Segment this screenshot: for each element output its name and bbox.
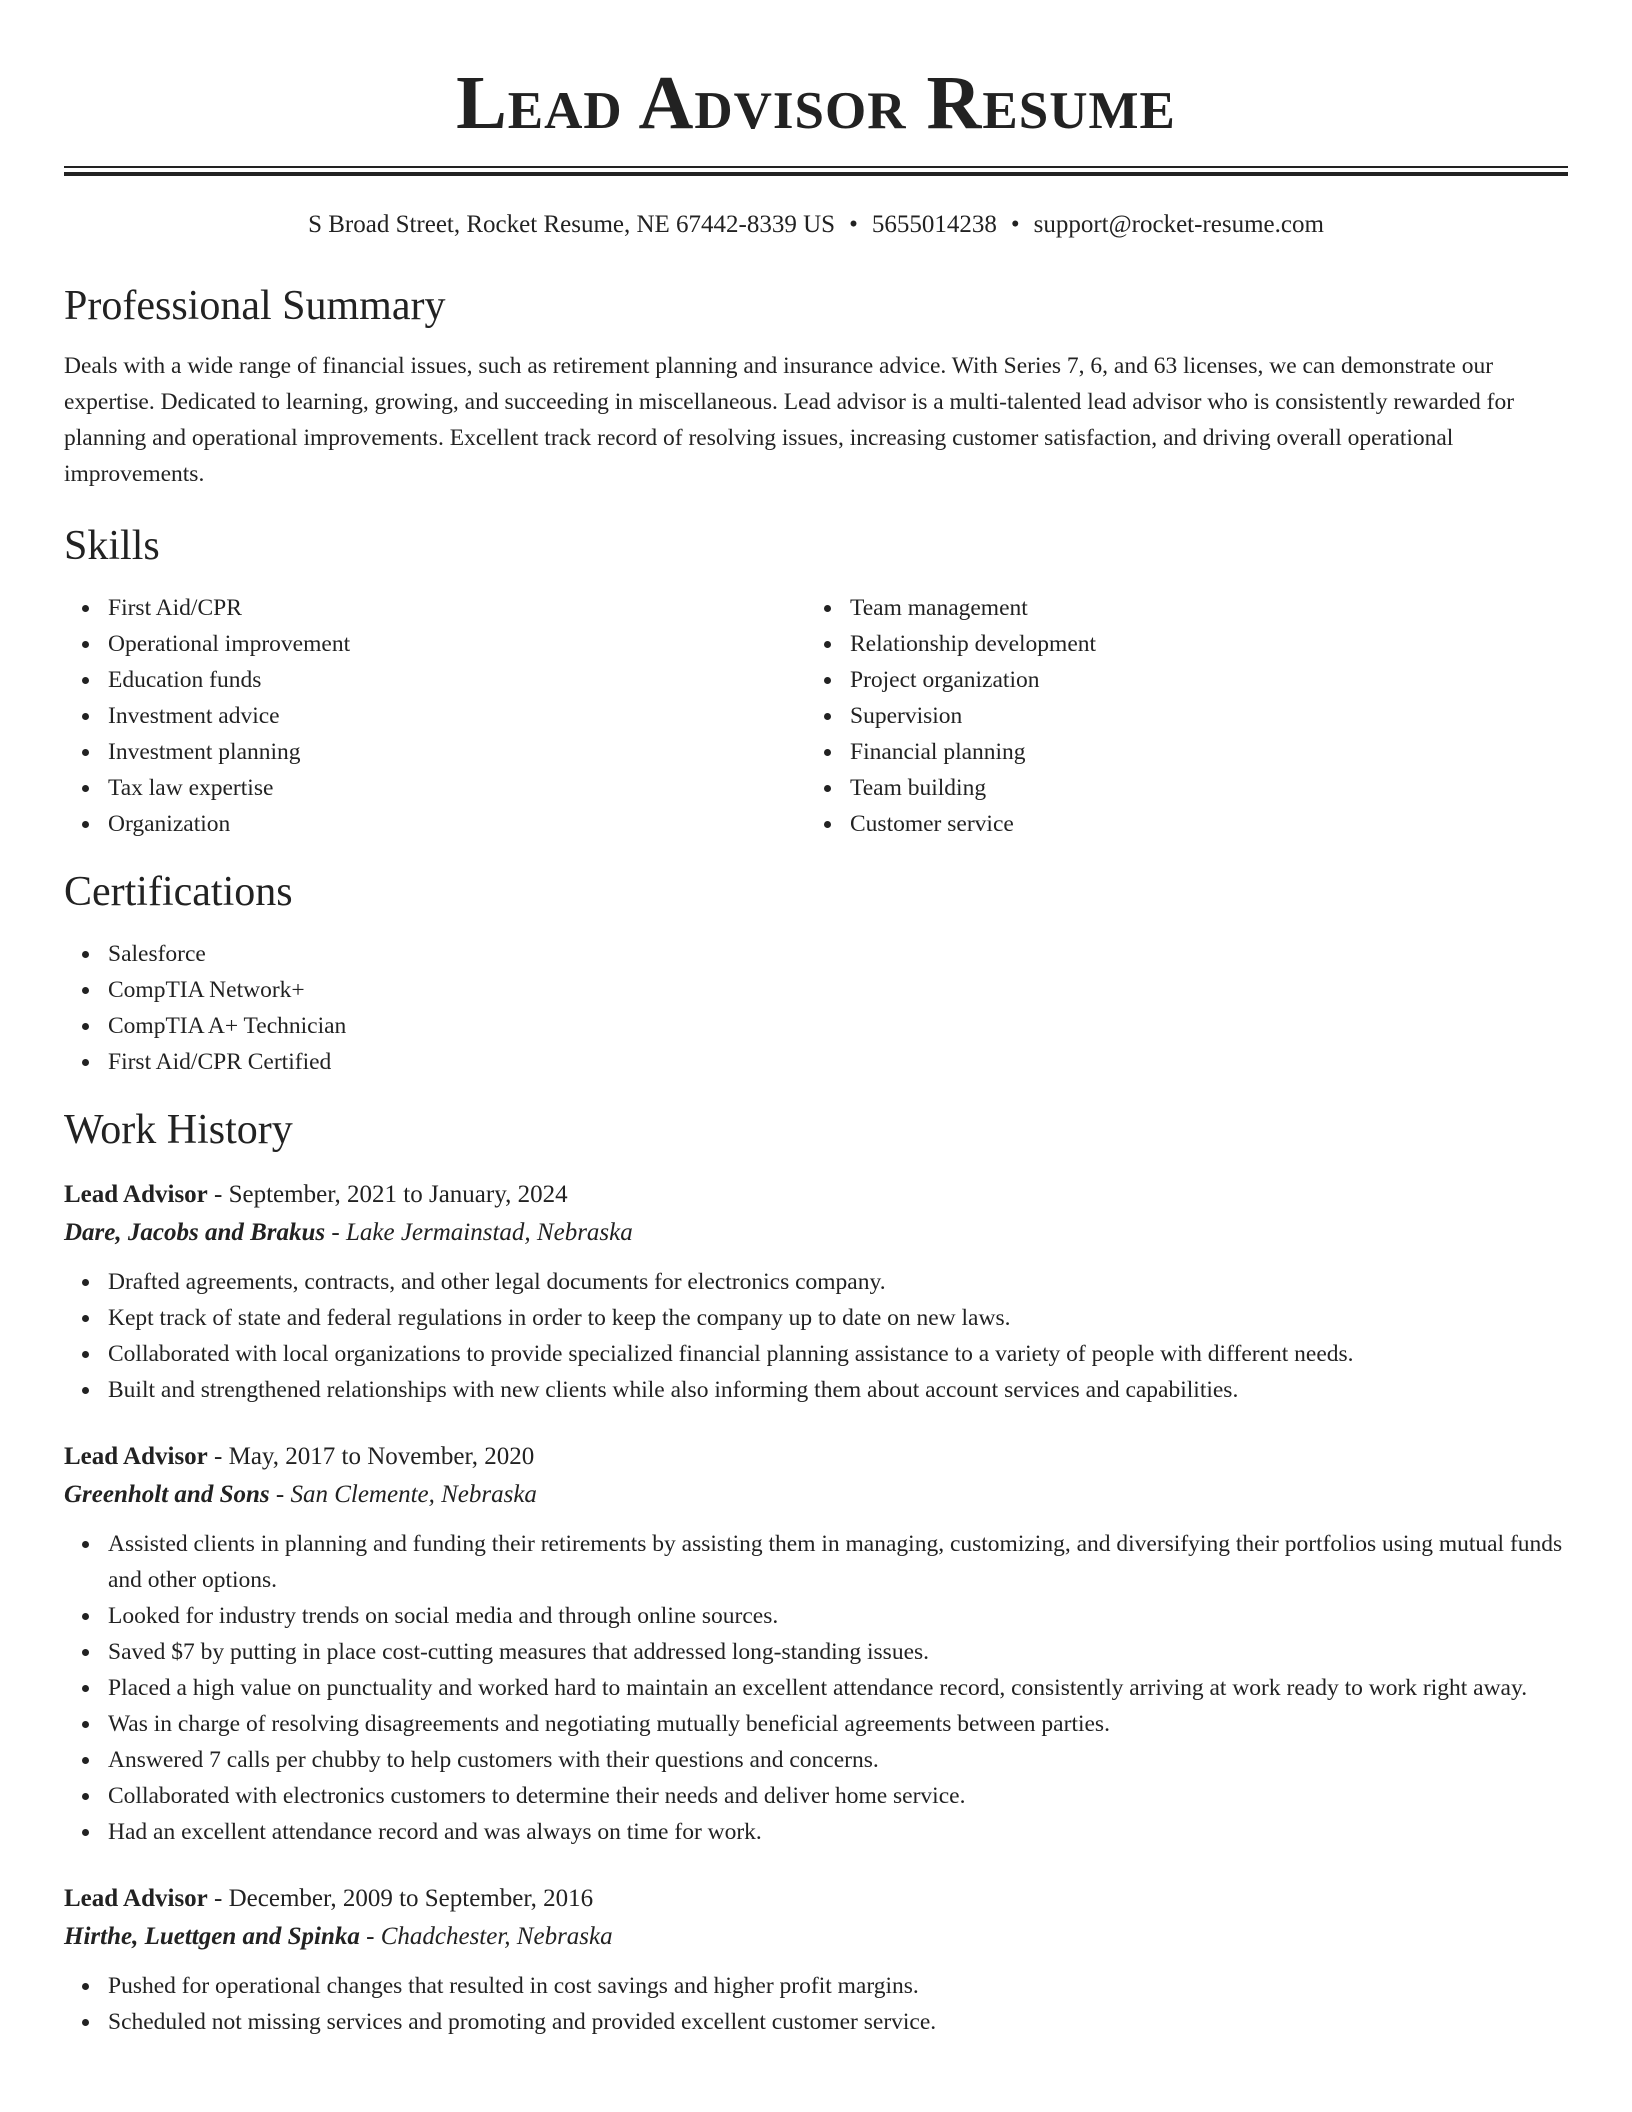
job-location: - San Clemente, Nebraska <box>269 1481 537 1508</box>
skill-item: First Aid/CPR <box>108 590 806 626</box>
job-location: - Chadchester, Nebraska <box>359 1923 613 1950</box>
job-header <box>64 1176 1568 1214</box>
contact-separator: • <box>849 211 858 238</box>
skills-column-right <box>806 590 1548 842</box>
job-bullet: Drafted agreements, contracts, and other legal documents for electronics company. <box>108 1264 1568 1300</box>
summary-text: Deals with a wide range of financial issues, such as retirement planning and insurance advice. With Series 7, 6, and 63 licenses, we can demonstrate our expertise. Dedicated to learning, growing, and succeeding in miscellaneous. Lead advisor is a multi-talented lead advisor who is consistently rewarded for planning and operational improvements. Excellent track record of resolving issues, increasing customer satisfaction, and driving overall operational improvements. <box>64 353 1515 487</box>
certifications-list <box>64 936 1568 1080</box>
skill-item: Investment advice <box>108 698 806 734</box>
skill-item: Customer service <box>850 806 1548 842</box>
job-dates: - December, 2009 to September, 2016 <box>207 1885 594 1912</box>
job-company: Hirthe, Luettgen and Spinka <box>64 1923 360 1950</box>
contact-separator: • <box>1010 211 1020 238</box>
contact-line <box>64 208 1568 242</box>
job-bullet: Collaborated with electronics customers to determine their needs and deliver home service. <box>108 1778 1568 1814</box>
skill-item: Team building <box>850 770 1548 806</box>
job-header <box>64 1880 1568 1918</box>
skill-item: Operational improvement <box>108 626 806 662</box>
resume-page <box>64 0 1568 2040</box>
skill-item: Supervision <box>850 698 1548 734</box>
skills-list-right <box>806 590 1548 842</box>
contact-phone: 5655014238 <box>871 211 997 238</box>
job-bullet: Looked for industry trends on social media and through online sources. <box>108 1598 1568 1634</box>
job-entry <box>64 1438 1568 1850</box>
skill-item: Financial planning <box>850 734 1548 770</box>
job-entry <box>64 1880 1568 2040</box>
job-dates: - September, 2021 to January, 2024 <box>207 1181 568 1208</box>
job-employer <box>64 1476 1568 1514</box>
job-company: Dare, Jacobs and Brakus <box>64 1219 326 1246</box>
skills-columns <box>64 590 1568 842</box>
job-bullet: Pushed for operational changes that resulted in cost savings and higher profit margins. <box>108 1968 1568 2004</box>
job-bullet: Placed a high value on punctuality and worked hard to maintain an excellent attendance record, consistently arriving at work ready to work right away. <box>108 1670 1568 1706</box>
job-header <box>64 1438 1568 1476</box>
skill-item: Team management <box>850 590 1548 626</box>
skill-item: Education funds <box>108 662 806 698</box>
job-employer <box>64 1214 1568 1252</box>
job-bullet: Scheduled not missing services and promoting and provided excellent customer service. <box>108 2004 1568 2040</box>
certification-item: CompTIA A+ Technician <box>108 1008 1568 1044</box>
skills-column-left <box>64 590 806 842</box>
summary-heading: Professional Summary <box>64 283 446 329</box>
job-bullet: Assisted clients in planning and funding their retirements by assisting them in managing, customizing, and diversifying their portfolios using mutual funds and other options. <box>108 1526 1568 1598</box>
certification-item: Salesforce <box>108 936 1568 972</box>
skill-item: Project organization <box>850 662 1548 698</box>
job-bullet: Kept track of state and federal regulations in order to keep the company up to date on new laws. <box>108 1300 1568 1336</box>
job-bullets <box>64 1526 1568 1850</box>
job-company: Greenholt and Sons <box>64 1481 270 1508</box>
skill-item: Relationship development <box>850 626 1548 662</box>
job-bullet: Saved $7 by putting in place cost-cutting measures that addressed long-standing issues. <box>108 1634 1568 1670</box>
title-divider <box>64 166 1568 176</box>
skill-item: Investment planning <box>108 734 806 770</box>
job-employer <box>64 1918 1568 1956</box>
job-role: Lead Advisor <box>64 1181 208 1208</box>
job-bullet: Built and strengthened relationships with new clients while also informing them about account services and capabilities. <box>108 1372 1568 1408</box>
certification-item: CompTIA Network+ <box>108 972 1568 1008</box>
job-bullets <box>64 1264 1568 1408</box>
work-history-heading: Work History <box>64 1107 293 1153</box>
job-bullet: Was in charge of resolving disagreements and negotiating mutually beneficial agreements between parties. <box>108 1706 1568 1742</box>
contact-email[interactable]: support@rocket-resume.com <box>1033 211 1324 238</box>
skills-list-left <box>64 590 806 842</box>
job-bullet: Had an excellent attendance record and was always on time for work. <box>108 1814 1568 1850</box>
skill-item: Tax law expertise <box>108 770 806 806</box>
job-entry <box>64 1176 1568 1408</box>
job-location: - Lake Jermainstad, Nebraska <box>325 1219 633 1246</box>
job-role: Lead Advisor <box>64 1885 208 1912</box>
contact-address: S Broad Street, Rocket Resume, NE 67442-8339 US <box>308 211 836 238</box>
skills-heading: Skills <box>64 523 160 569</box>
job-role: Lead Advisor <box>64 1443 208 1470</box>
resume-title: Lead Advisor Resume <box>456 61 1176 145</box>
job-bullet: Collaborated with local organizations to provide specialized financial planning assistance to a variety of people with different needs. <box>108 1336 1568 1372</box>
certifications-heading: Certifications <box>64 869 293 915</box>
skill-item: Organization <box>108 806 806 842</box>
job-dates: - May, 2017 to November, 2020 <box>207 1443 535 1470</box>
certification-item: First Aid/CPR Certified <box>108 1044 1568 1080</box>
job-bullet: Answered 7 calls per chubby to help customers with their questions and concerns. <box>108 1742 1568 1778</box>
job-bullets <box>64 1968 1568 2040</box>
